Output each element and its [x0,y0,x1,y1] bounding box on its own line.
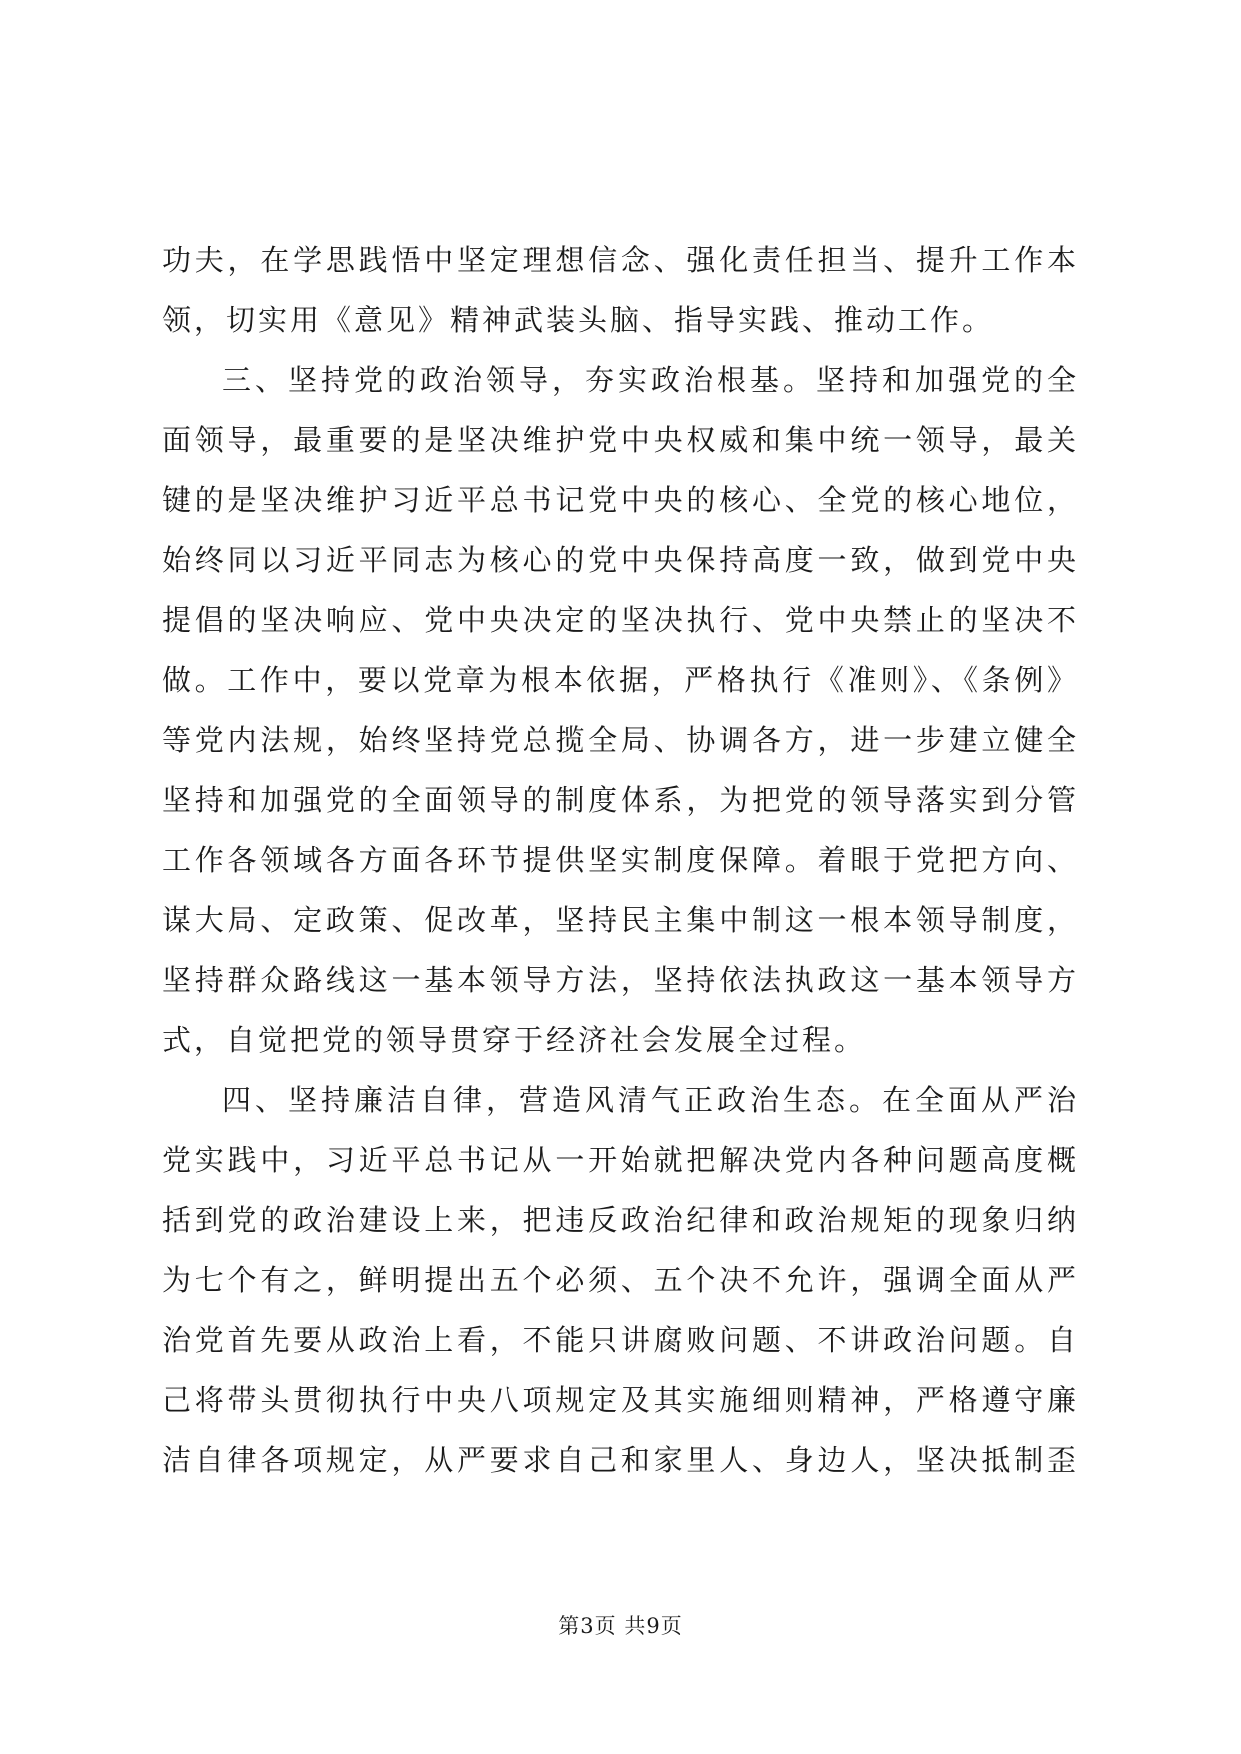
text-line: 功夫，在学思践悟中坚定理想信念、强化责任担当、提升工作本 [162,243,1079,277]
text-line: 始终同以习近平同志为核心的党中央保持高度一致，做到党中央 [162,543,1079,577]
text-line: 坚持群众路线这一基本领导方法，坚持依法执政这一基本领导方 [162,963,1079,997]
text-line: 键的是坚决维护习近平总书记党中央的核心、全党的核心地位， [162,483,1079,517]
text-line: 谋大局、定政策、促改革，坚持民主集中制这一根本领导制度， [162,903,1079,937]
text-line: 提倡的坚决响应、党中央决定的坚决执行、党中央禁止的坚决不 [162,603,1079,637]
text-line: 面领导，最重要的是坚决维护党中央权威和集中统一领导，最关 [162,423,1079,457]
text-line: 洁自律各项规定，从严要求自己和家里人、身边人，坚决抵制歪 [162,1443,1079,1477]
body-text [162,230,1079,1490]
text-line: 工作各领域各方面各环节提供坚实制度保障。着眼于党把方向、 [162,843,1079,877]
page-number-footer: 第3页 共9页 [558,1614,683,1638]
text-line: 己将带头贯彻执行中央八项规定及其实施细则精神，严格遵守廉 [162,1383,1079,1417]
text-line: 四、坚持廉洁自律，营造风清气正政治生态。在全面从严治 [222,1083,1079,1117]
text-line: 坚持和加强党的全面领导的制度体系，为把党的领导落实到分管 [162,783,1079,817]
text-line: 式，自觉把党的领导贯穿于经济社会发展全过程。 [162,1023,867,1057]
text-line: 为七个有之，鲜明提出五个必须、五个决不允许，强调全面从严 [162,1263,1079,1297]
text-line: 党实践中，习近平总书记从一开始就把解决党内各种问题高度概 [162,1143,1079,1177]
text-line: 治党首先要从政治上看，不能只讲腐败问题、不讲政治问题。自 [162,1323,1079,1357]
text-line: 做。工作中，要以党章为根本依据，严格执行《准则》、《条例》 [162,663,1079,697]
text-line: 领，切实用《意见》精神武装头脑、指导实践、推动工作。 [162,303,995,337]
text-line: 等党内法规，始终坚持党总揽全局、协调各方，进一步建立健全 [162,723,1079,757]
text-line: 三、坚持党的政治领导，夯实政治根基。坚持和加强党的全 [222,363,1079,397]
text-line: 括到党的政治建设上来，把违反政治纪律和政治规矩的现象归纳 [162,1203,1079,1237]
